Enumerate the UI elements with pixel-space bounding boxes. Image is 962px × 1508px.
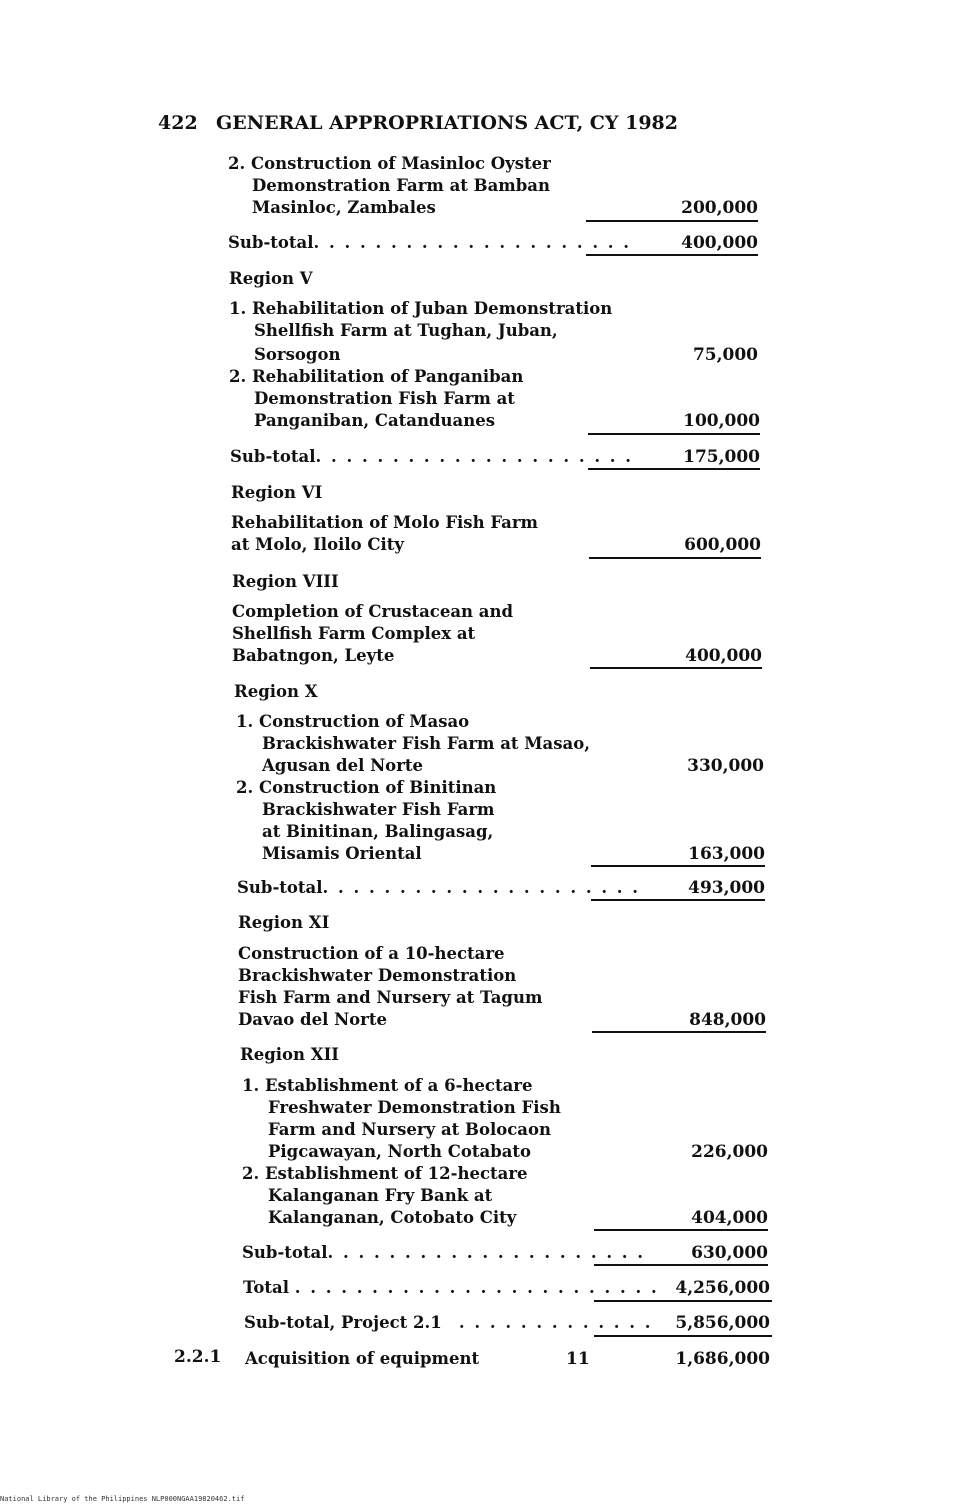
subtotal-label: Sub-total. . . . . . . . . . . . . . . . . . . . . (237, 878, 641, 897)
item-line: Panganiban, Catanduanes (254, 411, 495, 430)
item-line: 2. Rehabilitation of Panganiban (229, 367, 524, 386)
rule (586, 254, 758, 256)
subtotal-amount: 493,000 (688, 878, 765, 898)
page-reference: 11 (566, 1349, 590, 1369)
item-line: Pigcawayan, North Cotabato (268, 1142, 532, 1161)
region-heading: Region VI (231, 483, 323, 502)
item-line: Completion of Crustacean and (232, 602, 514, 621)
subtotal-amount: 400,000 (681, 233, 758, 253)
total-label: Total . . . . . . . . . . . . . . . . . . . . . . . . (243, 1278, 659, 1297)
item-line: Masinloc, Zambales (252, 198, 436, 217)
region-heading: Region XII (240, 1045, 339, 1064)
rule (586, 220, 758, 222)
rule (590, 667, 762, 669)
item-line: 1. Construction of Masao (236, 712, 470, 731)
item-line: Brackishwater Demonstration (238, 966, 517, 985)
item-line: at Binitinan, Balingasag, (262, 822, 494, 841)
item-line: Freshwater Demonstration Fish (268, 1098, 561, 1117)
page-header (158, 112, 678, 134)
amount: 330,000 (687, 756, 764, 776)
item-line: Rehabilitation of Molo Fish Farm (231, 513, 538, 532)
region-heading: Region X (234, 682, 318, 701)
rule (594, 1335, 772, 1337)
rule (594, 1300, 772, 1302)
item-line: 2. Construction of Masinloc Oyster (228, 154, 551, 173)
item-line: Davao del Norte (238, 1010, 387, 1029)
region-heading: Region V (229, 269, 313, 288)
item-line: Shellfish Farm at Tughan, Juban, (254, 321, 558, 340)
amount: 200,000 (681, 198, 758, 218)
page-title: GENERAL APPROPRIATIONS ACT, CY 1982 (216, 112, 678, 134)
subtotal-label: Sub-total. . . . . . . . . . . . . . . . . . . . . (230, 447, 634, 466)
item-line: 1. Rehabilitation of Juban Demonstration (229, 299, 613, 318)
region-heading: Region VIII (232, 572, 339, 591)
equipment-amount: 1,686,000 (675, 1349, 770, 1369)
rule (592, 1031, 766, 1033)
project-subtotal-amount: 5,856,000 (675, 1313, 770, 1333)
subtotal-amount: 630,000 (691, 1243, 768, 1263)
item-line: Kalanganan, Cotobato City (268, 1208, 517, 1227)
page-number: 422 (158, 112, 198, 134)
rule (591, 865, 765, 867)
item-line: Misamis Oriental (262, 844, 422, 863)
item-line: Babatngon, Leyte (232, 646, 395, 665)
item-line: 1. Establishment of a 6-hectare (242, 1076, 533, 1095)
item-line: Farm and Nursery at Bolocaon (268, 1120, 551, 1139)
rule (588, 468, 760, 470)
total-amount: 4,256,000 (675, 1278, 770, 1298)
amount: 163,000 (688, 844, 765, 864)
item-line: Kalanganan Fry Bank at (268, 1186, 493, 1205)
item-line: Shellfish Farm Complex at (232, 624, 476, 643)
item-line: Demonstration Farm at Bamban (252, 176, 550, 195)
amount: 404,000 (691, 1208, 768, 1228)
item-line: 2. Construction of Binitinan (236, 778, 497, 797)
amount: 75,000 (692, 345, 758, 365)
amount: 600,000 (684, 535, 761, 555)
item-line: 2. Establishment of 12-hectare (242, 1164, 528, 1183)
project-subtotal-label: Sub-total, Project 2.1 . . . . . . . . . . . . . (244, 1313, 653, 1332)
rule (594, 1264, 768, 1266)
subtotal-amount: 175,000 (683, 447, 760, 467)
rule (588, 433, 760, 435)
item-line: Demonstration Fish Farm at (254, 389, 515, 408)
item-line: Sorsogon (254, 345, 341, 364)
item-line: Brackishwater Fish Farm at Masao, (262, 734, 590, 753)
item-line: Agusan del Norte (262, 756, 424, 775)
amount: 100,000 (683, 411, 760, 431)
subtotal-label: Sub-total. . . . . . . . . . . . . . . . . . . . . (242, 1243, 646, 1262)
scan-footer: National Library of the Philippines NLP000NGAA19820462.tif (0, 1495, 245, 1503)
item-line: at Molo, Iloilo City (231, 535, 404, 554)
amount: 400,000 (685, 646, 762, 666)
equipment-label: Acquisition of equipment (245, 1349, 480, 1368)
rule (591, 899, 765, 901)
region-heading: Region XI (238, 913, 330, 932)
item-line: Brackishwater Fish Farm (262, 800, 495, 819)
amount: 226,000 (691, 1142, 768, 1162)
subtotal-label: Sub-total. . . . . . . . . . . . . . . . . . . . . (228, 233, 632, 252)
amount: 848,000 (689, 1010, 766, 1030)
rule (594, 1229, 768, 1231)
item-line: Fish Farm and Nursery at Tagum (238, 988, 543, 1007)
rule (589, 557, 761, 559)
item-line: Construction of a 10-hectare (238, 944, 505, 963)
item-code: 2.2.1 (174, 1347, 222, 1367)
